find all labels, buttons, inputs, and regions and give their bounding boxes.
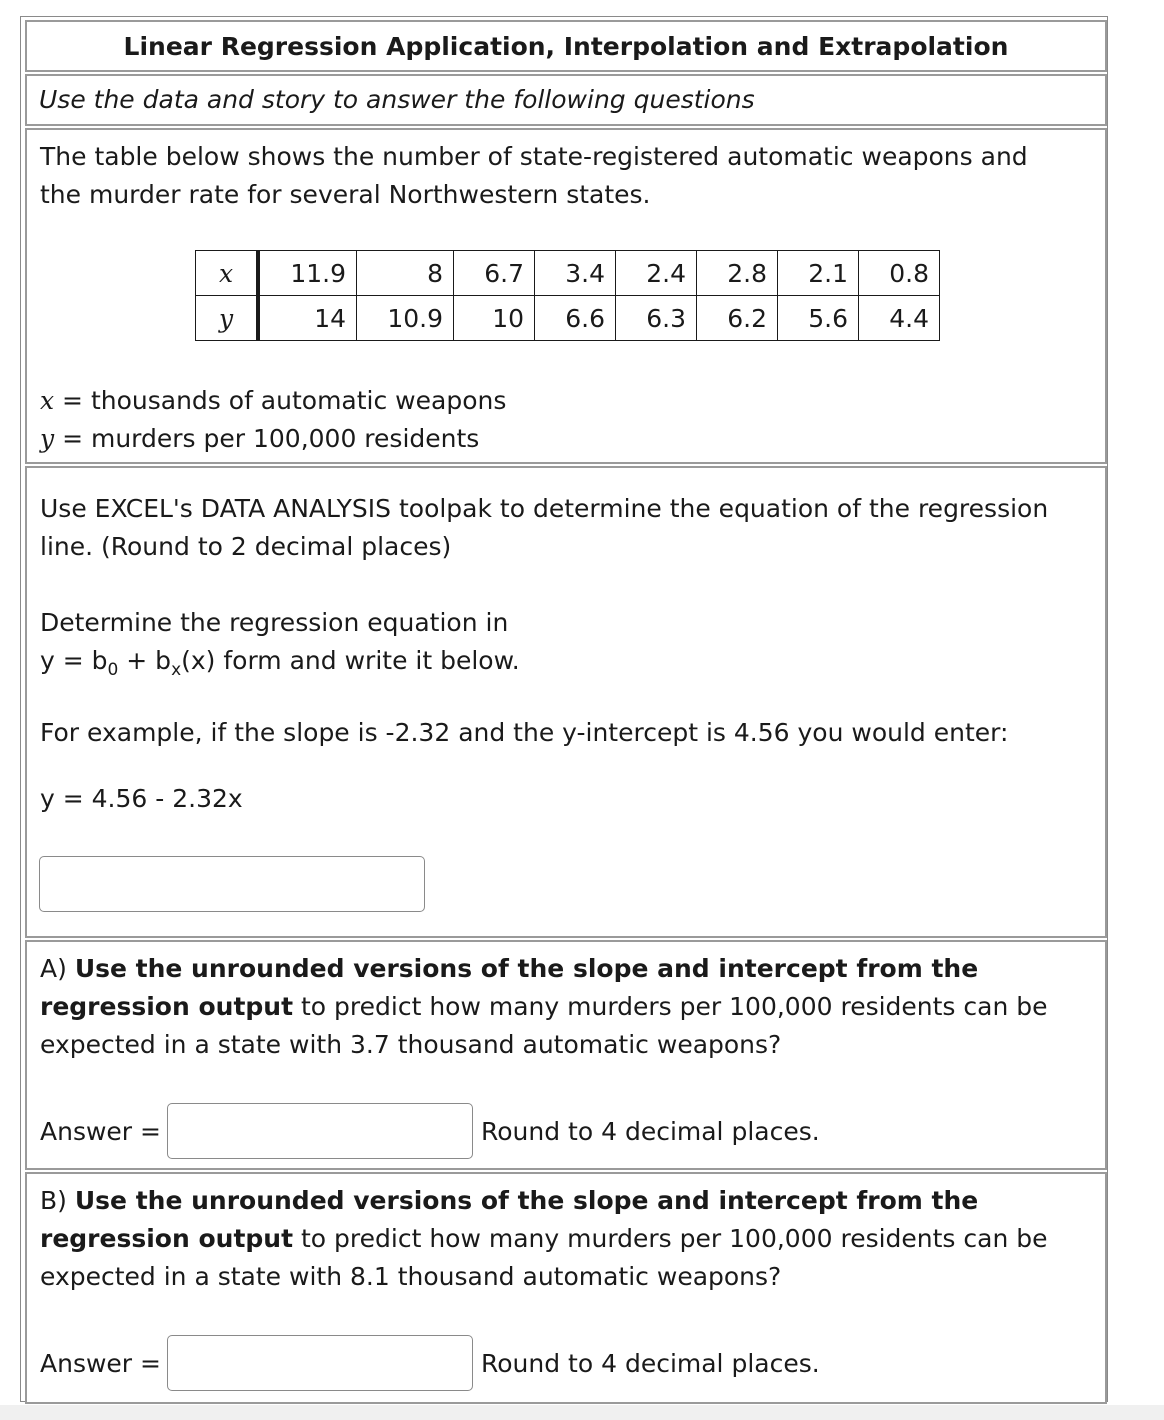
y-cell: 6.3 — [616, 296, 697, 341]
definition-x — [40, 382, 506, 420]
question-a-label: A) — [40, 954, 67, 983]
x-definition: = thousands of automatic weapons — [54, 386, 507, 415]
answer-a-label: Answer = — [40, 1117, 161, 1146]
y-definition: = murders per 100,000 residents — [54, 424, 480, 453]
x-cell: 3.4 — [535, 251, 616, 296]
y-cell: 14 — [258, 296, 357, 341]
answer-b-input[interactable] — [167, 1335, 473, 1391]
question-a-line-2 — [40, 988, 1048, 1026]
question-b-rest-2: to predict how many murders per 100,000 residents can be — [293, 1224, 1048, 1253]
instruction-line-2: line. (Round to 2 decimal places) — [40, 532, 452, 561]
instruction-line-1: Use EXCEL's DATA ANALYSIS toolpak to determine the equation of the regression — [40, 494, 1049, 523]
form-mid: + b — [118, 646, 172, 675]
question-b-line-2 — [40, 1220, 1048, 1258]
y-cell: 6.6 — [535, 296, 616, 341]
x-header: x — [196, 251, 259, 296]
table-row-x — [196, 251, 940, 296]
question-a-section — [25, 940, 1107, 1170]
equation-input[interactable] — [39, 856, 425, 912]
example-equation: y = 4.56 - 2.32x — [40, 784, 243, 813]
x-cell: 2.8 — [697, 251, 778, 296]
x-cell: 6.7 — [454, 251, 535, 296]
y-cell: 6.2 — [697, 296, 778, 341]
question-b-line-1 — [40, 1182, 978, 1220]
table-row-y — [196, 296, 940, 341]
question-b-label: B) — [40, 1186, 67, 1215]
x-cell: 0.8 — [859, 251, 940, 296]
question-a-bold-1: Use the unrounded versions of the slope and intercept from the — [74, 954, 979, 983]
x-cell: 2.1 — [778, 251, 859, 296]
answer-b-round-note: Round to 4 decimal places. — [481, 1349, 820, 1378]
definition-y — [40, 420, 479, 458]
data-section — [25, 128, 1107, 464]
question-a-line-1 — [40, 950, 978, 988]
answer-a-input[interactable] — [167, 1103, 473, 1159]
question-a-line-3: expected in a state with 3.7 thousand automatic weapons? — [40, 1030, 782, 1059]
page-bottom-edge — [0, 1405, 1164, 1420]
x-cell: 8 — [357, 251, 454, 296]
y-cell: 10 — [454, 296, 535, 341]
x-cell: 11.9 — [258, 251, 357, 296]
y-variable: y — [40, 424, 55, 453]
answer-b-label: Answer = — [40, 1349, 161, 1378]
x-cell: 2.4 — [616, 251, 697, 296]
subtitle-section — [25, 74, 1107, 126]
form-sub-x: x — [171, 660, 182, 680]
question-a-rest-2: to predict how many murders per 100,000 residents can be — [293, 992, 1048, 1021]
question-a-bold-2: regression output — [40, 992, 294, 1021]
title-section — [25, 20, 1107, 72]
determine-line-1: Determine the regression equation in — [40, 608, 509, 637]
form-sub-0: 0 — [107, 660, 119, 680]
determine-line-2 — [40, 642, 520, 689]
page-title: Linear Regression Application, Interpolation and Extrapolation — [123, 32, 1009, 61]
equation-section — [25, 466, 1107, 938]
y-cell: 10.9 — [357, 296, 454, 341]
page-subtitle: Use the data and story to answer the following questions — [39, 85, 755, 114]
y-cell: 4.4 — [859, 296, 940, 341]
form-suffix: (x) form and write it below. — [181, 646, 520, 675]
question-b-section — [25, 1172, 1107, 1404]
data-table — [195, 250, 940, 341]
answer-a-round-note: Round to 4 decimal places. — [481, 1117, 820, 1146]
intro-line-2: the murder rate for several Northwestern states. — [40, 180, 651, 209]
x-variable: x — [40, 386, 55, 415]
question-b-bold-1: Use the unrounded versions of the slope and intercept from the — [74, 1186, 979, 1215]
y-header: y — [196, 296, 259, 341]
form-prefix: y = b — [40, 646, 108, 675]
y-cell: 5.6 — [778, 296, 859, 341]
example-line: For example, if the slope is -2.32 and the y-intercept is 4.56 you would enter: — [40, 718, 1009, 747]
question-b-bold-2: regression output — [40, 1224, 294, 1253]
question-b-line-3: expected in a state with 8.1 thousand automatic weapons? — [40, 1262, 782, 1291]
intro-line-1: The table below shows the number of state-registered automatic weapons and — [40, 142, 1028, 171]
